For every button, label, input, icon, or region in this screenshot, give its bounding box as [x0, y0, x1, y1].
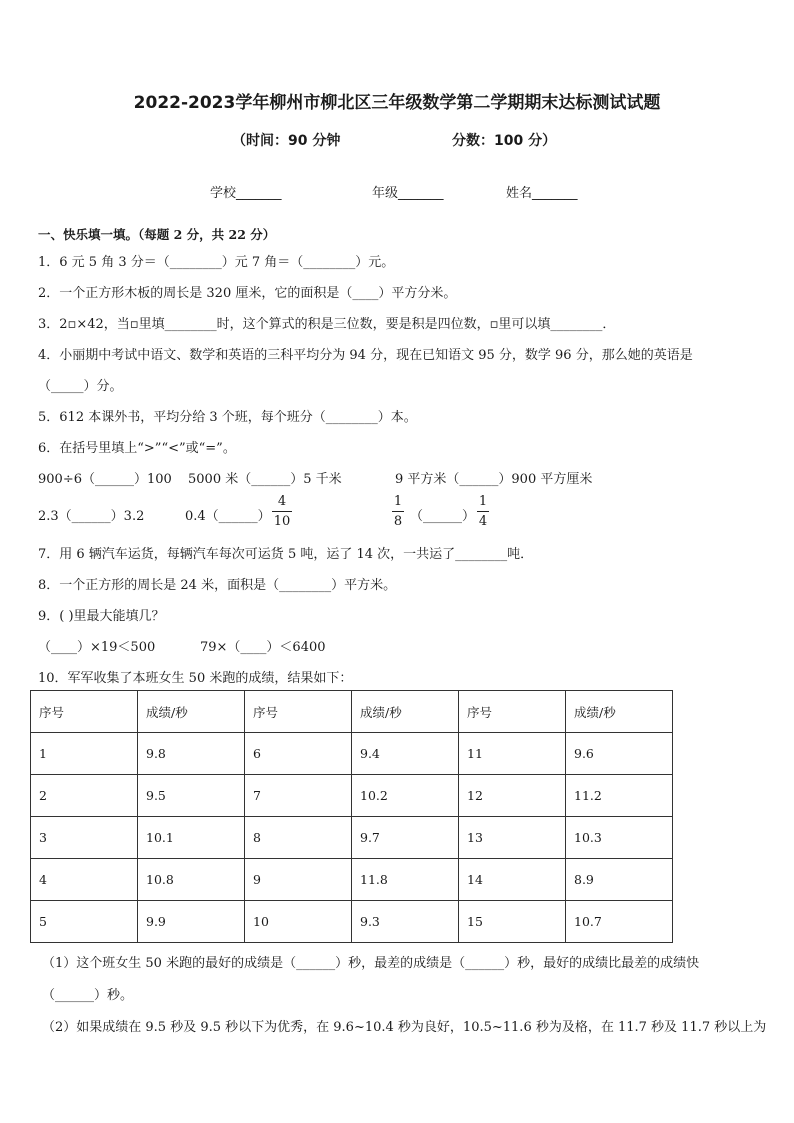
table-cell: 9.3 — [352, 901, 459, 943]
fraction-bar — [272, 511, 292, 512]
table-cell: 2 — [31, 775, 138, 817]
table-row — [31, 817, 673, 859]
table-cell: 10.8 — [138, 859, 245, 901]
question-7: 7．用 6 辆汽车运货，每辆汽车每次可运货 5 吨，运了 14 次，一共运了________吨． — [38, 547, 534, 562]
table-cell: 11.8 — [352, 859, 459, 901]
table-cell: 9 — [245, 859, 352, 901]
school-field: 学校_______ — [210, 186, 282, 201]
scores-table — [30, 690, 673, 943]
question-4: 4．小丽期中考试中语文、数学和英语的三科平均分为 94 分，现在已知语文 95 分，数学 96 分，那么她的英语是 — [38, 348, 693, 363]
question-2: 2．一个正方形木板的周长是 320 厘米，它的面积是（____）平方分米。 — [38, 286, 457, 301]
table-cell: 10.7 — [566, 901, 673, 943]
table-cell: 13 — [459, 817, 566, 859]
question-5: 5．612 本课外书，平均分给 3 个班，每个班分（________）本。 — [38, 410, 417, 425]
question-10-1-cont: （______）秒。 — [42, 988, 134, 1003]
question-6b: 5000 米（______）5 千米 — [188, 472, 342, 487]
table-row — [31, 775, 673, 817]
table-cell: 6 — [245, 733, 352, 775]
section-heading: 一、快乐填一填。（每题 2 分，共 22 分） — [38, 227, 276, 242]
question-8: 8．一个正方形的周长是 24 米，面积是（________）平方米。 — [38, 578, 397, 593]
table-cell: 11 — [459, 733, 566, 775]
fraction-numerator: 1 — [478, 494, 488, 509]
question-3: 3．2▫×42，当▫里填________时，这个算式的积是三位数，要是积是四位数，▫里可以填________． — [38, 317, 616, 332]
name-field: 姓名_______ — [506, 186, 578, 201]
question-6d: 2.3（______）3.2 — [38, 509, 145, 524]
table-row — [31, 733, 673, 775]
table-cell: 10.1 — [138, 817, 245, 859]
fraction-4-10 — [272, 493, 292, 530]
table-cell: 9.9 — [138, 901, 245, 943]
table-cell: 7 — [245, 775, 352, 817]
grade-field: 年级_______ — [372, 186, 444, 201]
table-header: 成绩/秒 — [138, 691, 245, 733]
table-cell: 10 — [245, 901, 352, 943]
question-4-cont: （_____）分。 — [38, 379, 123, 394]
fraction-denominator: 8 — [393, 514, 403, 529]
question-6: 6．在括号里填上“>”“<”或“=”。 — [38, 441, 236, 456]
table-cell: 10.2 — [352, 775, 459, 817]
table-header-row — [31, 691, 673, 733]
table-cell: 5 — [31, 901, 138, 943]
table-cell: 12 — [459, 775, 566, 817]
fraction-denominator: 10 — [273, 514, 291, 529]
table-cell: 8.9 — [566, 859, 673, 901]
fraction-numerator: 4 — [277, 494, 287, 509]
fraction-denominator: 4 — [478, 514, 488, 529]
question-10: 10．军军收集了本班女生 50 米跑的成绩，结果如下： — [38, 671, 353, 686]
table-row — [31, 901, 673, 943]
fraction-numerator: 1 — [393, 494, 403, 509]
table-cell: 11.2 — [566, 775, 673, 817]
exam-score: 分数：100 分） — [452, 133, 557, 149]
table-cell: 9.5 — [138, 775, 245, 817]
table-cell: 14 — [459, 859, 566, 901]
question-6e: 0.4（______） — [185, 509, 271, 524]
table-header: 序号 — [245, 691, 352, 733]
fraction-bar — [392, 511, 404, 512]
exam-time: （时间：90 分钟 — [232, 133, 341, 149]
table-cell: 3 — [31, 817, 138, 859]
question-1: 1．6 元 5 角 3 分＝（________）元 7 角＝（________）元。 — [38, 255, 395, 270]
table-cell: 10.3 — [566, 817, 673, 859]
table-cell: 9.4 — [352, 733, 459, 775]
fraction-1-8 — [392, 493, 404, 530]
table-cell: 9.7 — [352, 817, 459, 859]
question-9a: （____）×19＜500 — [38, 640, 156, 655]
table-cell: 15 — [459, 901, 566, 943]
question-6a: 900÷6（______）100 — [38, 472, 172, 487]
question-10-1: （1）这个班女生 50 米跑的最好的成绩是（______）秒，最差的成绩是（______）秒，最好的成绩比最差的成绩快 — [42, 956, 700, 971]
question-6c: 9 平方米（______）900 平方厘米 — [395, 472, 593, 487]
page-title: 2022-2023学年柳州市柳北区三年级数学第二学期期末达标测试试题 — [133, 93, 661, 113]
fraction-bar — [477, 511, 489, 512]
question-6f-blank: （______） — [410, 509, 476, 524]
table-row — [31, 859, 673, 901]
table-cell: 9.6 — [566, 733, 673, 775]
table-header: 成绩/秒 — [566, 691, 673, 733]
table-header: 成绩/秒 — [352, 691, 459, 733]
table-cell: 4 — [31, 859, 138, 901]
table-cell: 9.8 — [138, 733, 245, 775]
question-9b: 79×（____）＜6400 — [200, 640, 326, 655]
table-header: 序号 — [459, 691, 566, 733]
question-9: 9．( )里最大能填几？ — [38, 609, 165, 624]
table-header: 序号 — [31, 691, 138, 733]
table-cell: 1 — [31, 733, 138, 775]
fraction-1-4 — [477, 493, 489, 530]
question-10-2: （2）如果成绩在 9.5 秒及 9.5 秒以下为优秀，在 9.6~10.4 秒为良好，10.5~11.6 秒为及格，在 11.7 秒及 11.7 秒以上为 — [42, 1020, 767, 1035]
table-cell: 8 — [245, 817, 352, 859]
